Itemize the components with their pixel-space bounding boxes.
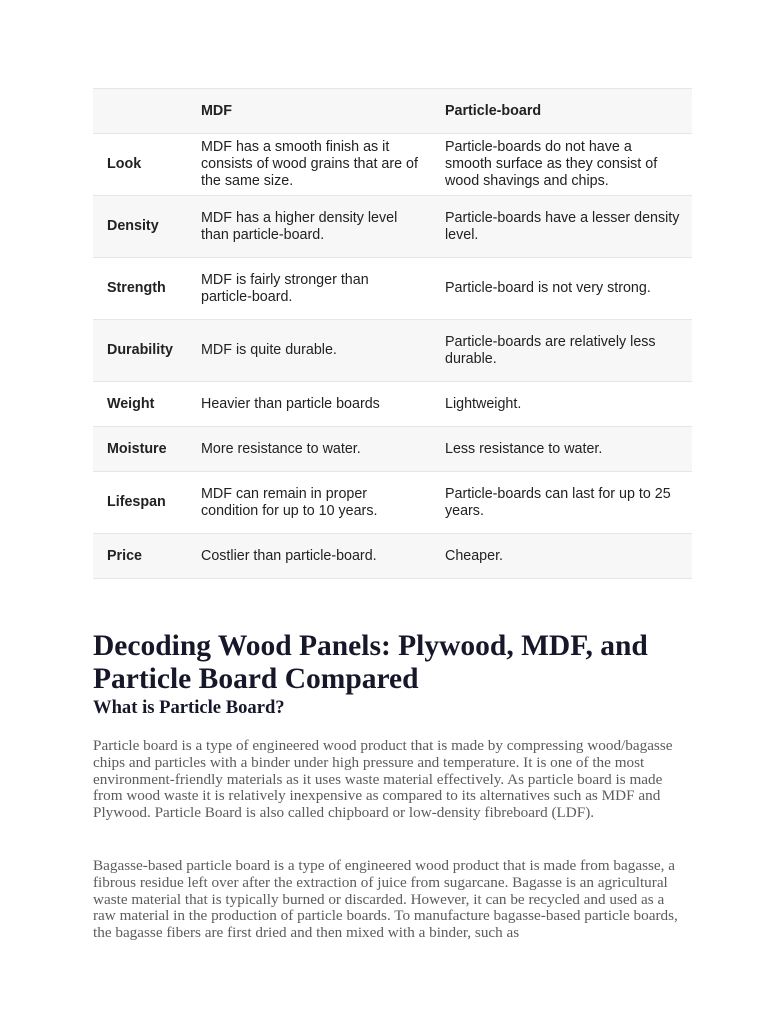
row-label: Density bbox=[93, 196, 187, 258]
mdf-cell: More resistance to water. bbox=[187, 427, 431, 472]
header-cell-property bbox=[93, 89, 187, 134]
comparison-table-container bbox=[93, 88, 692, 579]
particle-board-cell: Cheaper. bbox=[431, 534, 692, 579]
table-row-lifespan bbox=[93, 472, 692, 534]
row-label: Look bbox=[93, 134, 187, 196]
mdf-vs-particleboard-table bbox=[93, 88, 692, 579]
table-header-row bbox=[93, 89, 692, 134]
table-row-price bbox=[93, 534, 692, 579]
particle-board-cell: Lightweight. bbox=[431, 382, 692, 427]
article-title: Decoding Wood Panels: Plywood, MDF, and Particle Board Compared bbox=[93, 630, 648, 695]
mdf-cell: Costlier than particle-board. bbox=[187, 534, 431, 579]
row-label: Price bbox=[93, 534, 187, 579]
table-row-look bbox=[93, 134, 692, 196]
header-cell-particle-board: Particle-board bbox=[431, 89, 692, 134]
particle-board-cell: Particle-board is not very strong. bbox=[431, 258, 692, 320]
header-cell-mdf: MDF bbox=[187, 89, 431, 134]
table-row-moisture bbox=[93, 427, 692, 472]
mdf-cell: MDF is quite durable. bbox=[187, 320, 431, 382]
row-label: Lifespan bbox=[93, 472, 187, 534]
table-row-durability bbox=[93, 320, 692, 382]
row-label: Strength bbox=[93, 258, 187, 320]
particle-board-cell: Less resistance to water. bbox=[431, 427, 692, 472]
mdf-cell: MDF has a smooth finish as it consists of wood grains that are of the same size. bbox=[187, 134, 431, 196]
particle-board-cell: Particle-boards can last for up to 25 years. bbox=[431, 472, 692, 534]
body-paragraph: Bagasse-based particle board is a type of engineered wood product that is made from bagasse, a fibrous residue left over after the extraction of juice from sugarcane. Bagasse is an agricultural waste material that is typically burned or discarded. However, it can be recycled and used as a raw material in the production of particle boards. To manufacture bagasse-based particle boards, the bagasse fibers are first dried and then mixed with a binder, such as bbox=[93, 857, 678, 942]
body-paragraph: Particle board is a type of engineered wood product that is made by compressing wood/bagasse chips and particles with a binder under high pressure and temperature. It is one of the most environment-friendly materials as it uses waste material effectively. As particle board is made from wood waste it is relatively inexpensive as compared to its alternatives such as MDF and Plywood. Particle Board is also called chipboard or low-density fibreboard (LDF). bbox=[93, 737, 673, 822]
particle-board-cell: Particle-boards have a lesser density level. bbox=[431, 196, 692, 258]
mdf-cell: Heavier than particle boards bbox=[187, 382, 431, 427]
section-heading: What is Particle Board? bbox=[93, 697, 285, 718]
mdf-cell: MDF can remain in proper condition for up to 10 years. bbox=[187, 472, 431, 534]
particle-board-cell: Particle-boards do not have a smooth surface as they consist of wood shavings and chips. bbox=[431, 134, 692, 196]
table-row-strength bbox=[93, 258, 692, 320]
row-label: Moisture bbox=[93, 427, 187, 472]
table-row-weight bbox=[93, 382, 692, 427]
mdf-cell: MDF is fairly stronger than particle-board. bbox=[187, 258, 431, 320]
row-label: Durability bbox=[93, 320, 187, 382]
row-label: Weight bbox=[93, 382, 187, 427]
table-row-density bbox=[93, 196, 692, 258]
particle-board-cell: Particle-boards are relatively less durable. bbox=[431, 320, 692, 382]
mdf-cell: MDF has a higher density level than particle-board. bbox=[187, 196, 431, 258]
